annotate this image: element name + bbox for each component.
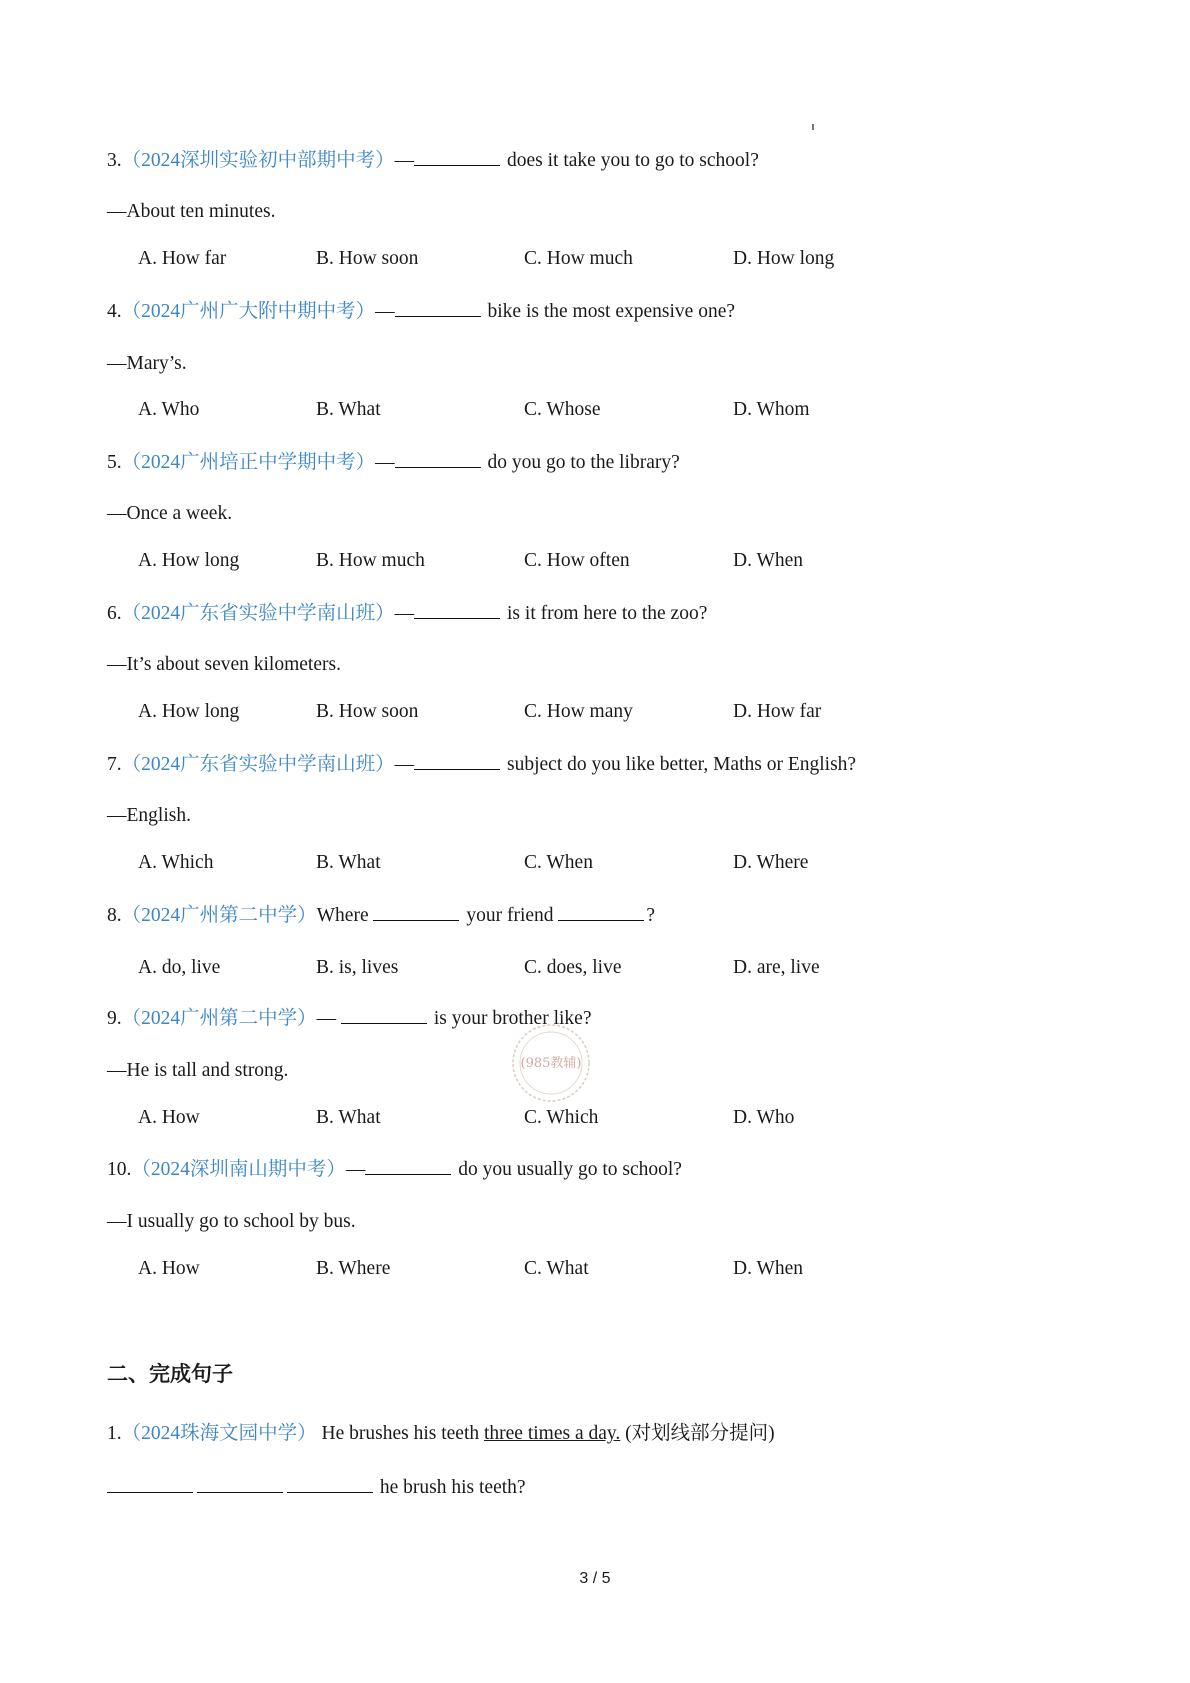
question-number: 8.	[107, 905, 122, 926]
answer-blank[interactable]	[414, 751, 500, 770]
answer-blank[interactable]	[107, 1474, 193, 1493]
answer-blank[interactable]	[197, 1474, 283, 1493]
question-number: 4.	[107, 301, 122, 322]
option-d[interactable]: D. Where	[733, 852, 809, 873]
option-d[interactable]: D. When	[733, 1258, 804, 1279]
stem-text: your friend	[461, 905, 559, 926]
stem-text: does it take you to go to school?	[502, 150, 759, 171]
question-4-options	[0, 397, 1190, 423]
stamp-text: (985教辅)	[520, 1056, 582, 1071]
option-a[interactable]: A. How long	[138, 550, 240, 571]
answer-blank[interactable]	[395, 449, 481, 468]
question-10-options	[0, 1256, 1190, 1282]
section2-question-1-answer	[107, 1474, 526, 1501]
option-b[interactable]: B. How soon	[316, 701, 419, 722]
stem-text: subject do you like better, Maths or English?	[502, 754, 857, 775]
question-4-stem	[107, 298, 735, 325]
option-c[interactable]: C. How much	[524, 248, 633, 269]
answer-blank[interactable]	[365, 1156, 451, 1175]
question-3-stem	[107, 147, 759, 174]
option-d[interactable]: D. Who	[733, 1107, 795, 1128]
answer-blank[interactable]	[341, 1005, 427, 1024]
question-source: （2024深圳实验初中部期中考）	[121, 150, 395, 171]
option-b[interactable]: B. How soon	[316, 248, 419, 269]
question-number: 5.	[107, 452, 122, 473]
underlined-phrase: three times a day.	[483, 1423, 621, 1444]
question-5-answer: —Once a week.	[107, 503, 233, 524]
stem-text: do you go to the library?	[482, 452, 680, 473]
question-5-stem	[107, 449, 680, 476]
question-3-answer: —About ten minutes.	[107, 201, 276, 222]
option-a[interactable]: A. How far	[138, 248, 227, 269]
stem-text: is your brother like?	[429, 1008, 592, 1029]
question-10-stem	[107, 1156, 682, 1183]
question-10-answer: —I usually go to school by bus.	[107, 1211, 356, 1232]
option-c[interactable]: C. What	[524, 1258, 589, 1279]
question-6-answer: —It’s about seven kilometers.	[107, 654, 341, 675]
stem-text: is it from here to the zoo?	[502, 603, 708, 624]
option-d[interactable]: D. Whom	[733, 399, 810, 420]
stem-text: ?	[646, 905, 656, 926]
option-b[interactable]: B. What	[316, 1107, 381, 1128]
option-a[interactable]: A. Who	[138, 399, 200, 420]
question-number: 1.	[107, 1423, 122, 1444]
dash: —	[375, 452, 395, 473]
question-number: 7.	[107, 754, 122, 775]
question-9-answer: —He is tall and strong.	[107, 1060, 289, 1081]
answer-blank[interactable]	[287, 1474, 373, 1493]
dash: —	[394, 603, 415, 624]
question-source: （2024广州第二中学）	[121, 1008, 317, 1029]
question-7-stem	[107, 751, 856, 778]
stem-text: he brush his teeth?	[375, 1477, 526, 1498]
question-source: （2024广州广大附中期中考）	[121, 301, 376, 322]
question-number: 10.	[107, 1159, 132, 1180]
stem-text: bike is the most expensive one?	[482, 301, 735, 322]
question-3-options	[0, 246, 1190, 272]
option-b[interactable]: B. is, lives	[316, 957, 399, 978]
option-a[interactable]: A. How	[138, 1107, 200, 1128]
option-c[interactable]: C. does, live	[524, 957, 622, 978]
question-source: （2024珠海文园中学）	[121, 1423, 317, 1444]
answer-blank[interactable]	[414, 147, 500, 166]
answer-blank[interactable]	[414, 600, 500, 619]
page-number: 3 / 5	[579, 1570, 611, 1587]
option-d[interactable]: D. When	[733, 550, 804, 571]
question-source: （2024深圳南山期中考）	[131, 1159, 346, 1180]
option-c[interactable]: C. Which	[524, 1107, 599, 1128]
question-6-stem	[107, 600, 707, 627]
question-number: 9.	[107, 1008, 122, 1029]
answer-blank[interactable]	[558, 902, 644, 921]
option-d[interactable]: D. How long	[733, 248, 835, 269]
question-9-options	[0, 1105, 1190, 1131]
option-c[interactable]: C. When	[524, 852, 593, 873]
dash: —	[394, 754, 415, 775]
question-source: （2024广州培正中学期中考）	[121, 452, 376, 473]
stem-text: He brushes his teeth	[316, 1423, 484, 1444]
option-a[interactable]: A. Which	[138, 852, 214, 873]
question-number: 6.	[107, 603, 122, 624]
dash: —	[345, 1159, 366, 1180]
dash: —	[375, 301, 395, 322]
question-source: （2024广州第二中学）	[121, 905, 317, 926]
question-source: （2024广东省实验中学南山班）	[121, 754, 395, 775]
instruction-text: (对划线部分提问)	[620, 1423, 775, 1444]
question-7-options	[0, 850, 1190, 876]
option-a[interactable]: A. do, live	[138, 957, 221, 978]
question-number: 3.	[107, 150, 122, 171]
option-a[interactable]: A. How	[138, 1258, 200, 1279]
option-c[interactable]: C. Whose	[524, 399, 601, 420]
option-b[interactable]: B. Where	[316, 1258, 391, 1279]
watermark-stamp	[508, 1020, 594, 1106]
dash: —	[316, 1008, 342, 1029]
stray-mark	[812, 124, 814, 130]
question-8-options	[0, 955, 1190, 981]
dash: —	[394, 150, 415, 171]
section2-question-1-stem	[107, 1421, 775, 1447]
question-source: （2024广东省实验中学南山班）	[121, 603, 395, 624]
option-c[interactable]: C. How often	[524, 550, 630, 571]
question-6-options	[0, 699, 1190, 725]
stem-text: do you usually go to school?	[453, 1159, 682, 1180]
option-b[interactable]: B. What	[316, 399, 381, 420]
section-heading: 二、完成句子	[107, 1362, 233, 1386]
question-8-stem	[107, 902, 655, 929]
question-7-answer: —English.	[107, 805, 191, 826]
stem-text: Where	[316, 905, 374, 926]
question-4-answer: —Mary’s.	[107, 353, 187, 374]
option-a[interactable]: A. How long	[138, 701, 240, 722]
answer-blank[interactable]	[373, 902, 459, 921]
option-b[interactable]: B. How much	[316, 550, 425, 571]
option-d[interactable]: D. How far	[733, 701, 822, 722]
option-d[interactable]: D. are, live	[733, 957, 820, 978]
question-5-options	[0, 548, 1190, 574]
option-b[interactable]: B. What	[316, 852, 381, 873]
answer-blank[interactable]	[395, 298, 481, 317]
option-c[interactable]: C. How many	[524, 701, 633, 722]
